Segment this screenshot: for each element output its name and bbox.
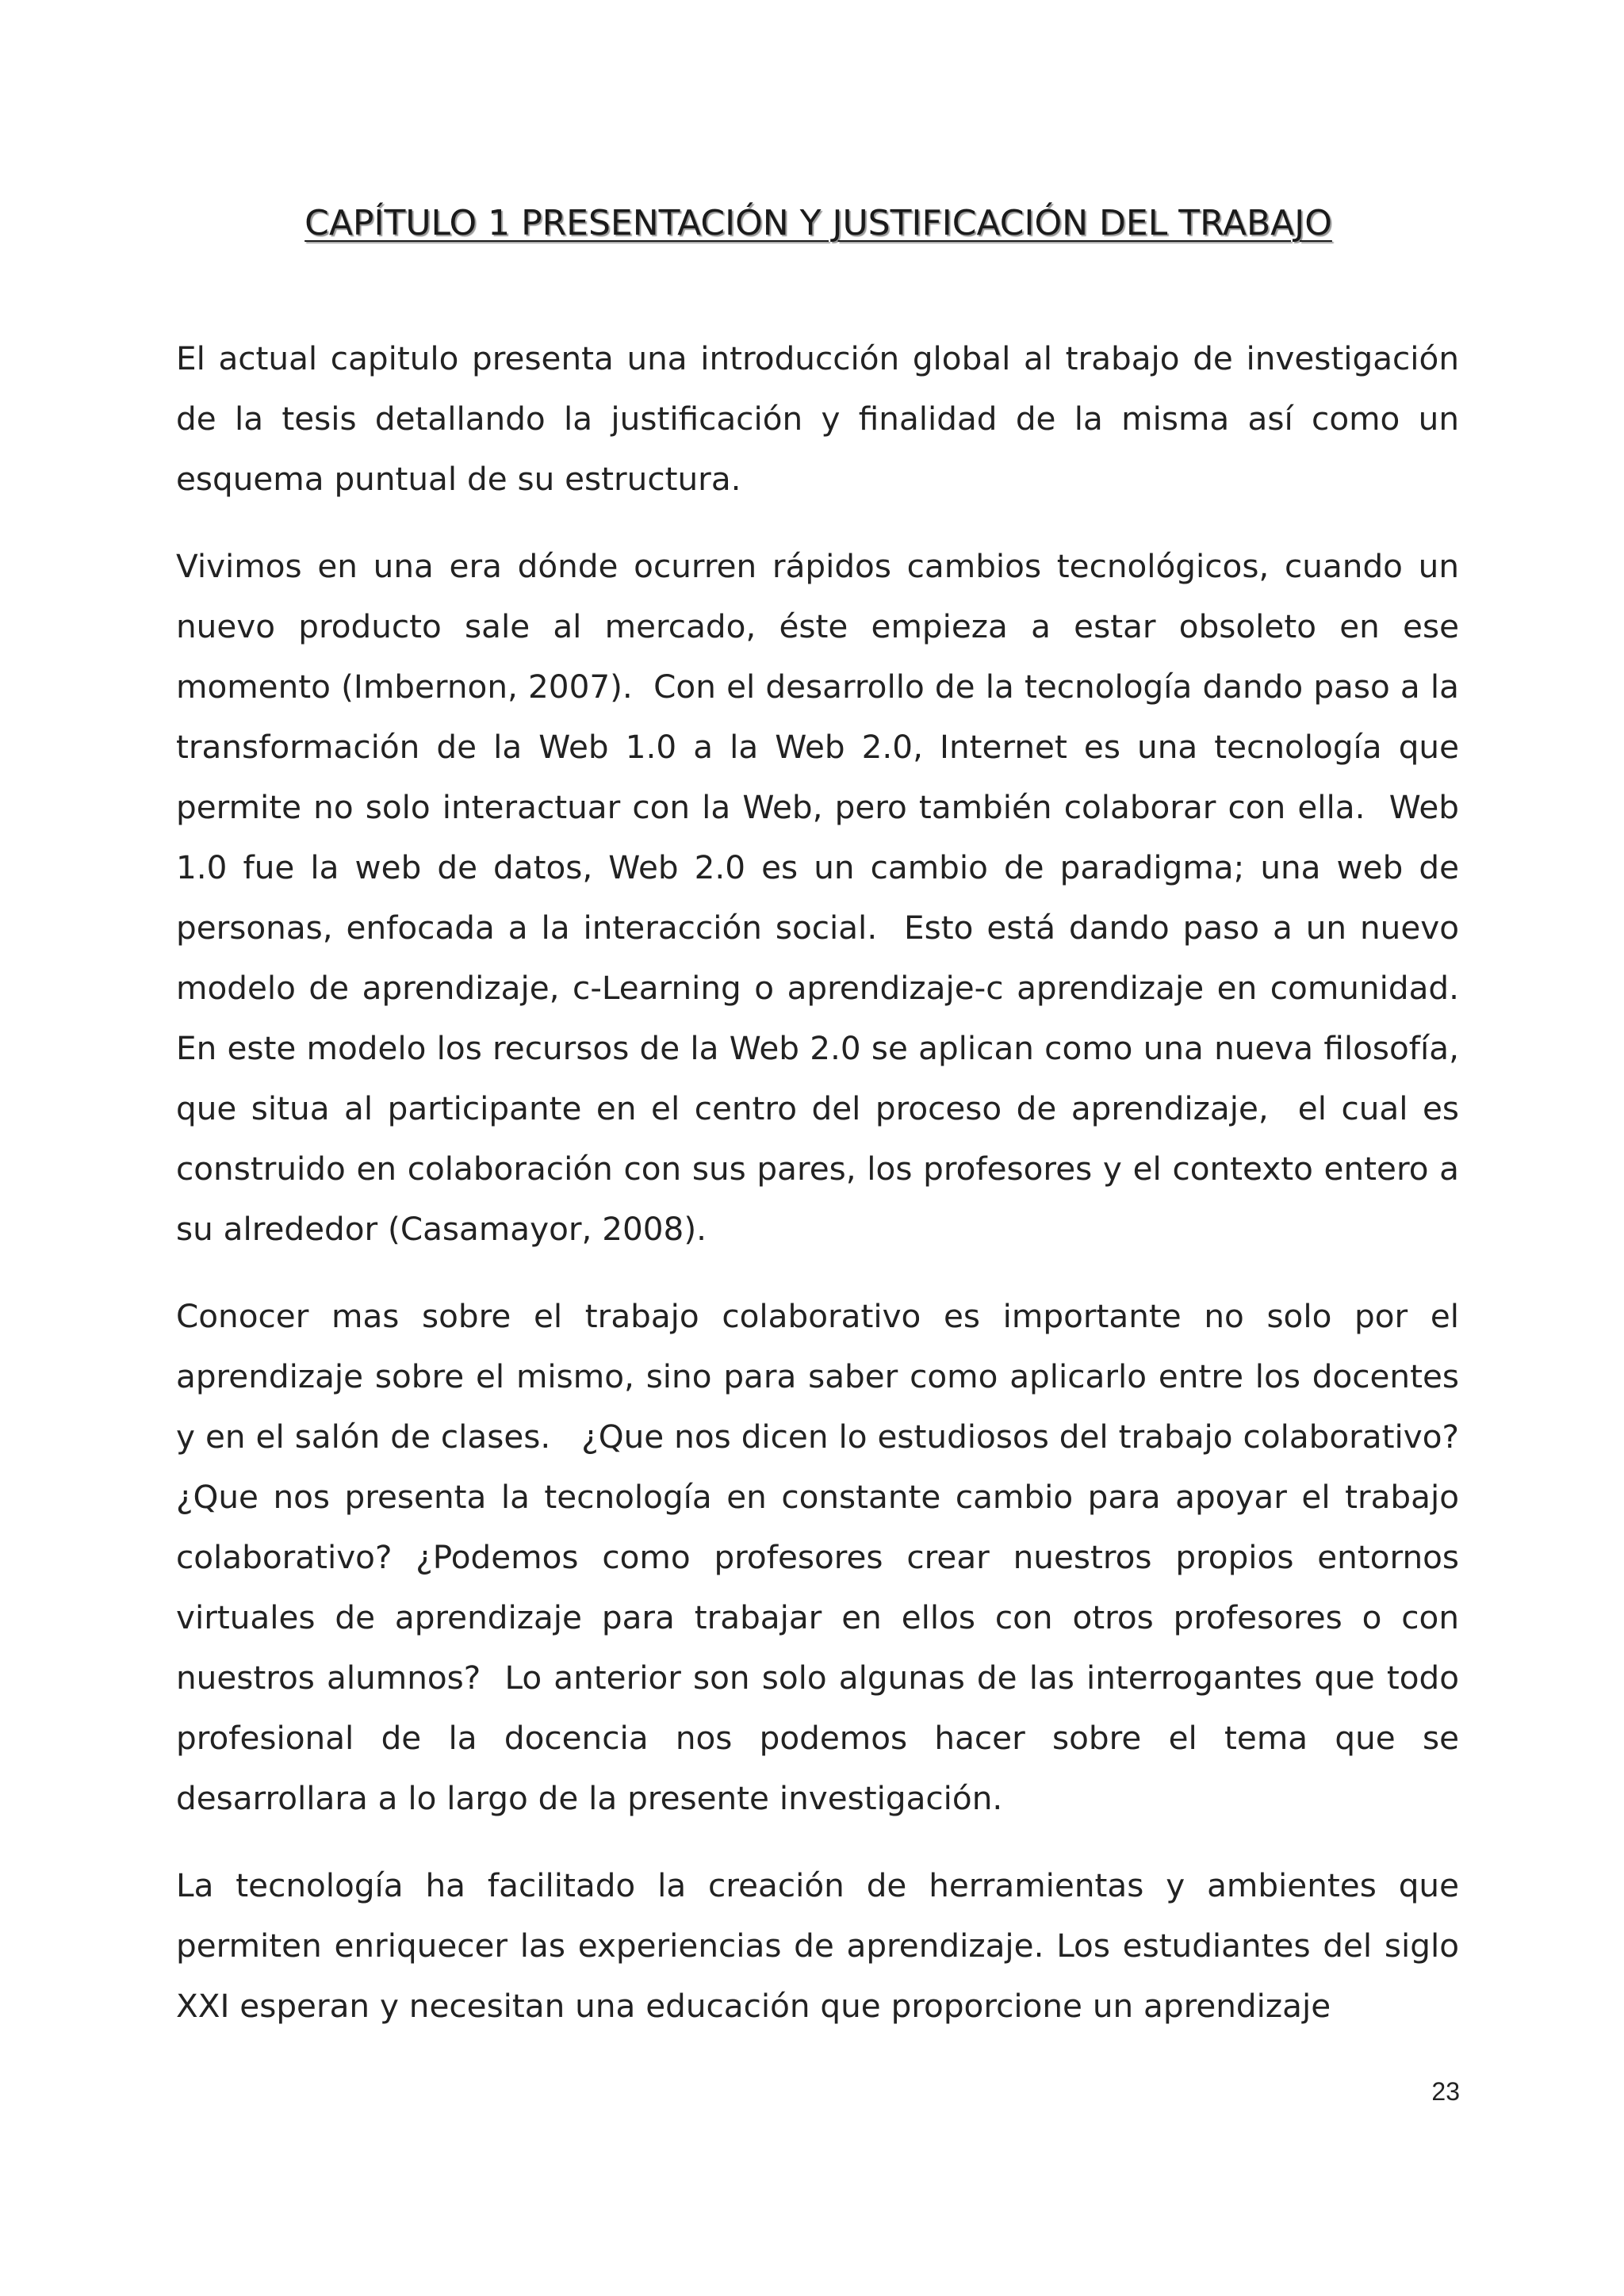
paragraph-introduction: El actual capitulo presenta una introducción global al trabajo de investigación de la tesis detallando la justificación y finalidad de la misma así como un esquema puntual de su estructura.: [176, 339, 1469, 498]
paragraph-collaborative-work: Conocer mas sobre el trabajo colaborativo es importante no solo por el aprendizaje sobre el mismo, sino para saber como aplicarlo entre los docentes y en el salón de clases. ¿Que nos dicen lo estudiosos del trabajo colaborativo? ¿Que nos presenta la tecnología en constante cambio para apoyar el trabajo colaborativo? ¿Podemos como profesores crear nuestros propios entornos virtuales de aprendizaje para trabajar en ellos con otros profesores o con nuestros alumnos? Lo anterior son solo algunas de las interrogantes que todo profesional de la docencia nos podemos hacer sobre el tema que se desarrollara a lo largo de la presente investigación.: [176, 1297, 1469, 1817]
paragraph-technology-tools: La tecnología ha facilitado la creación de herramientas y ambientes que permiten enriquecer las experiencias de aprendizaje. Los estudiantes del siglo XXI esperan y necesitan una educación que proporcione un aprendizaje: [176, 1866, 1469, 2025]
page-number: 23: [1431, 2077, 1460, 2106]
body-text: [176, 328, 1469, 2063]
chapter-title: CAPÍTULO 1 PRESENTACIÓN Y JUSTIFICACIÓN DEL TRABAJO: [304, 203, 1332, 243]
paragraph-web-2-0: Vivimos en una era dónde ocurren rápidos cambios tecnológicos, cuando un nuevo producto sale al mercado, éste empieza a estar obsoleto en ese momento (Imbernon, 2007). Con el desarrollo de la tecnología dando paso a la transformación de la Web 1.0 a la Web 2.0, Internet es una tecnología que permite no solo interactuar con la Web, pero también colaborar con ella. Web 1.0 fue la web de datos, Web 2.0 es un cambio de paradigma; una web de personas, enfocada a la interacción social. Esto está dando paso a un nuevo modelo de aprendizaje, c-Learning o aprendizaje-c aprendizaje en comunidad. En este modelo los recursos de la Web 2.0 se aplican como una nueva filosofía, que situa al participante en el centro del proceso de aprendizaje, el cual es construido en colaboración con sus pares, los profesores y el contexto entero a su alrededor (Casamayor, 2008).: [176, 547, 1469, 1248]
